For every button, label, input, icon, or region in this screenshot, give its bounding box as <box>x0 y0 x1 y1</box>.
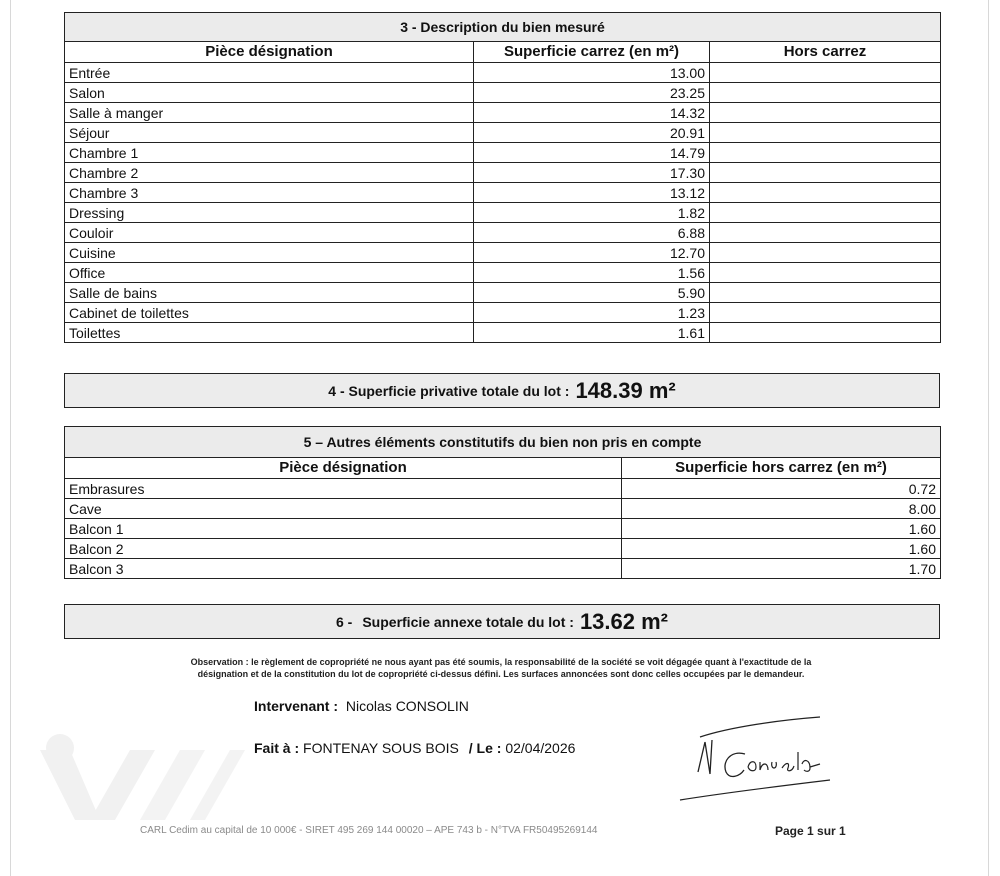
room-hors-carrez-value <box>710 263 941 283</box>
col-header-piece-annexe: Pièce désignation <box>65 458 622 479</box>
room-hors-carrez-value <box>710 203 941 223</box>
room-hors-carrez-value <box>710 183 941 203</box>
room-name: Chambre 2 <box>65 163 474 183</box>
room-name: Salle de bains <box>65 283 474 303</box>
table-row <box>65 539 941 559</box>
section4-value: 148.39 m² <box>575 377 676 403</box>
room-name: Salon <box>65 83 474 103</box>
room-hors-carrez-value <box>710 323 941 343</box>
table-row <box>65 283 941 303</box>
annex-name: Embrasures <box>65 479 622 499</box>
signature-icon <box>670 712 840 807</box>
observation-line-2: désignation et de la constitution du lot de copropriété ci-dessus défini. Les surfaces annoncées sont donc celles occupées par le demandeur. <box>197 669 805 679</box>
room-carrez-value: 12.70 <box>474 243 710 263</box>
col-header-hors-carrez-annexe: Superficie hors carrez (en m²) <box>622 458 941 479</box>
room-carrez-value: 1.82 <box>474 203 710 223</box>
observation-note <box>64 656 938 680</box>
room-hors-carrez-value <box>710 83 941 103</box>
room-name: Séjour <box>65 123 474 143</box>
table-row <box>65 499 941 519</box>
intervenant-label: Intervenant : <box>254 698 339 714</box>
room-name: Chambre 1 <box>65 143 474 163</box>
room-carrez-value: 6.88 <box>474 223 710 243</box>
section4-label: 4 - Superficie privative totale du lot : <box>328 382 570 399</box>
section5-title: 5 – Autres éléments constitutifs du bien non pris en compte <box>65 427 941 458</box>
room-name: Toilettes <box>65 323 474 343</box>
fait-label: Fait à : <box>254 740 300 756</box>
section6-num: 6 - <box>336 613 353 630</box>
room-name: Chambre 3 <box>65 183 474 203</box>
room-carrez-value: 14.32 <box>474 103 710 123</box>
room-hors-carrez-value <box>710 283 941 303</box>
section3-table <box>64 12 941 343</box>
col-header-hors-carrez: Hors carrez <box>710 42 941 63</box>
table-row <box>65 163 941 183</box>
room-carrez-value: 1.56 <box>474 263 710 283</box>
room-hors-carrez-value <box>710 303 941 323</box>
room-carrez-value: 1.61 <box>474 323 710 343</box>
room-name: Couloir <box>65 223 474 243</box>
table-row <box>65 243 941 263</box>
table-row <box>65 479 941 499</box>
room-hors-carrez-value <box>710 243 941 263</box>
room-carrez-value: 5.90 <box>474 283 710 303</box>
observation-line-1: Observation : le règlement de copropriété ne nous ayant pas été soumis, la responsabilité de la société se voit dégagée quant à l'exactitude de la <box>190 657 812 667</box>
col-header-piece: Pièce désignation <box>65 42 474 63</box>
room-hors-carrez-value <box>710 223 941 243</box>
room-hors-carrez-value <box>710 123 941 143</box>
page-edge-left <box>10 0 11 876</box>
intervenant-value: Nicolas CONSOLIN <box>345 698 469 714</box>
annex-value: 8.00 <box>622 499 941 519</box>
room-carrez-value: 23.25 <box>474 83 710 103</box>
section6-total <box>64 604 940 639</box>
annex-value: 1.70 <box>622 559 941 579</box>
table-row <box>65 303 941 323</box>
annex-name: Balcon 2 <box>65 539 622 559</box>
room-name: Dressing <box>65 203 474 223</box>
room-hors-carrez-value <box>710 143 941 163</box>
annex-name: Balcon 3 <box>65 559 622 579</box>
room-carrez-value: 1.23 <box>474 303 710 323</box>
room-hors-carrez-value <box>710 103 941 123</box>
table-row <box>65 263 941 283</box>
annex-value: 0.72 <box>622 479 941 499</box>
section5-table <box>64 426 941 579</box>
section4-total <box>64 373 940 408</box>
intervenant-line <box>254 698 469 714</box>
annex-value: 1.60 <box>622 539 941 559</box>
room-hors-carrez-value <box>710 163 941 183</box>
room-carrez-value: 20.91 <box>474 123 710 143</box>
col-header-carrez: Superficie carrez (en m²) <box>474 42 710 63</box>
room-carrez-value: 17.30 <box>474 163 710 183</box>
annex-name: Balcon 1 <box>65 519 622 539</box>
room-carrez-value: 13.12 <box>474 183 710 203</box>
table-row <box>65 323 941 343</box>
table-row <box>65 203 941 223</box>
fait-line <box>254 740 575 756</box>
table-row <box>65 63 941 83</box>
table-row <box>65 123 941 143</box>
room-hors-carrez-value <box>710 63 941 83</box>
annex-value: 1.60 <box>622 519 941 539</box>
table-row <box>65 183 941 203</box>
room-carrez-value: 13.00 <box>474 63 710 83</box>
table-row <box>65 83 941 103</box>
fait-date: 02/04/2026 <box>505 740 576 756</box>
room-name: Cabinet de toilettes <box>65 303 474 323</box>
table-row <box>65 559 941 579</box>
room-name: Cuisine <box>65 243 474 263</box>
room-name: Entrée <box>65 63 474 83</box>
section3-title: 3 - Description du bien mesuré <box>65 13 941 42</box>
section6-label: Superficie annexe totale du lot : <box>362 613 574 630</box>
table-row <box>65 519 941 539</box>
fait-date-label: / Le : <box>468 740 502 756</box>
table-row <box>65 103 941 123</box>
table-row <box>65 223 941 243</box>
room-name: Office <box>65 263 474 283</box>
watermark-logo-icon <box>30 730 250 830</box>
fait-place: FONTENAY SOUS BOIS <box>303 740 459 756</box>
page-number: Page 1 sur 1 <box>775 824 846 838</box>
section6-value: 13.62 m² <box>579 608 668 634</box>
annex-name: Cave <box>65 499 622 519</box>
page-edge-right <box>988 0 989 876</box>
room-name: Salle à manger <box>65 103 474 123</box>
table-row <box>65 143 941 163</box>
footer-company: CARL Cedim au capital de 10 000€ - SIRET 495 269 144 00020 – APE 743 b - N°TVA FR50495269144 <box>140 825 598 836</box>
room-carrez-value: 14.79 <box>474 143 710 163</box>
